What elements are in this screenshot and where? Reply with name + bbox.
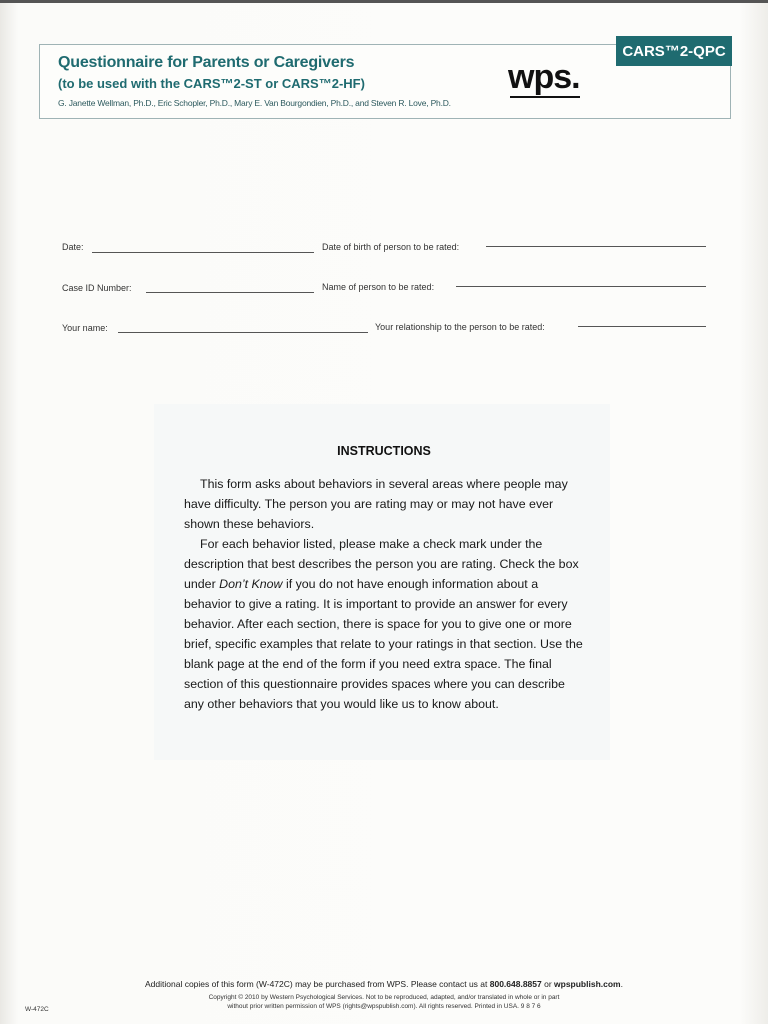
wps-logo-underline [510,96,580,98]
cars-badge: CARS™2-QPC [616,36,732,66]
form-subtitle: (to be used with the CARS™2-ST or CARS™2-HF) [58,76,365,91]
dob-label: Date of birth of person to be rated: [322,242,460,252]
name-rated-label: Name of person to be rated: [322,282,435,292]
date-field[interactable] [92,252,314,253]
relationship-label: Your relationship to the person to be rated: [375,322,545,332]
para2-text-end: if you do not have enough information about a behavior to give a rating. It is important to provide an answer for every behavior. After each section, there is space for you to give one or more brief, specific examples that relate to your ratings in that section. Use the blank page at the end of the form if you need extra space. The final section of this questionnaire provides spaces where you can describe any other behaviors that you would like us to know about. [184,577,583,711]
name-rated-field[interactable] [456,286,706,287]
footer-phone: 800.648.8857 [489,979,542,989]
instructions-paragraph-2 [184,534,584,714]
case-id-field[interactable] [146,292,314,293]
dob-field[interactable] [486,246,706,247]
footer-text: Additional copies of this form (W-472C) may be purchased from WPS. Please contact us at [145,979,490,989]
dont-know-emphasis: Don’t Know [219,577,283,591]
your-name-field[interactable] [118,332,368,333]
relationship-field[interactable] [578,326,706,327]
instructions-heading: INSTRUCTIONS [337,444,431,458]
form-title: Questionnaire for Parents or Caregivers [58,54,355,71]
form-code: W-472C [25,1006,49,1013]
date-label: Date: [62,242,84,252]
wps-logo: wps. [508,58,580,96]
copyright-line-2: without prior written permission of WPS (rights@wpspublish.com). All rights reserved. Printed in USA. 9 8 7 6 [227,1003,541,1010]
instructions-body [184,474,584,714]
authors-line: G. Janette Wellman, Ph.D., Eric Schopler, Ph.D., Mary E. Van Bourgondien, Ph.D., and Steven R. Love, Ph.D. [58,98,451,108]
footer-copyright [0,993,768,1011]
scan-edge [0,0,768,3]
footer-order-info [0,979,768,989]
para2-text-start: For each behavior listed, please make a check mark under the description that best describes the person you are rating. Check the box under [184,537,579,591]
case-id-label: Case ID Number: [62,283,132,293]
your-name-label: Your name: [62,323,108,333]
footer-website-link[interactable]: wpspublish.com [554,979,621,989]
copyright-line-1: Copyright © 2010 by Western Psychological Services. Not to be reproduced, adapted, and/or translated in whole or in part [208,994,560,1001]
instructions-paragraph-1: This form asks about behaviors in several areas where people may have difficulty. The person you are rating may or may not have ever shown these behaviors. [184,477,568,531]
footer-or: or [541,979,555,989]
footer-period: . [620,979,623,989]
